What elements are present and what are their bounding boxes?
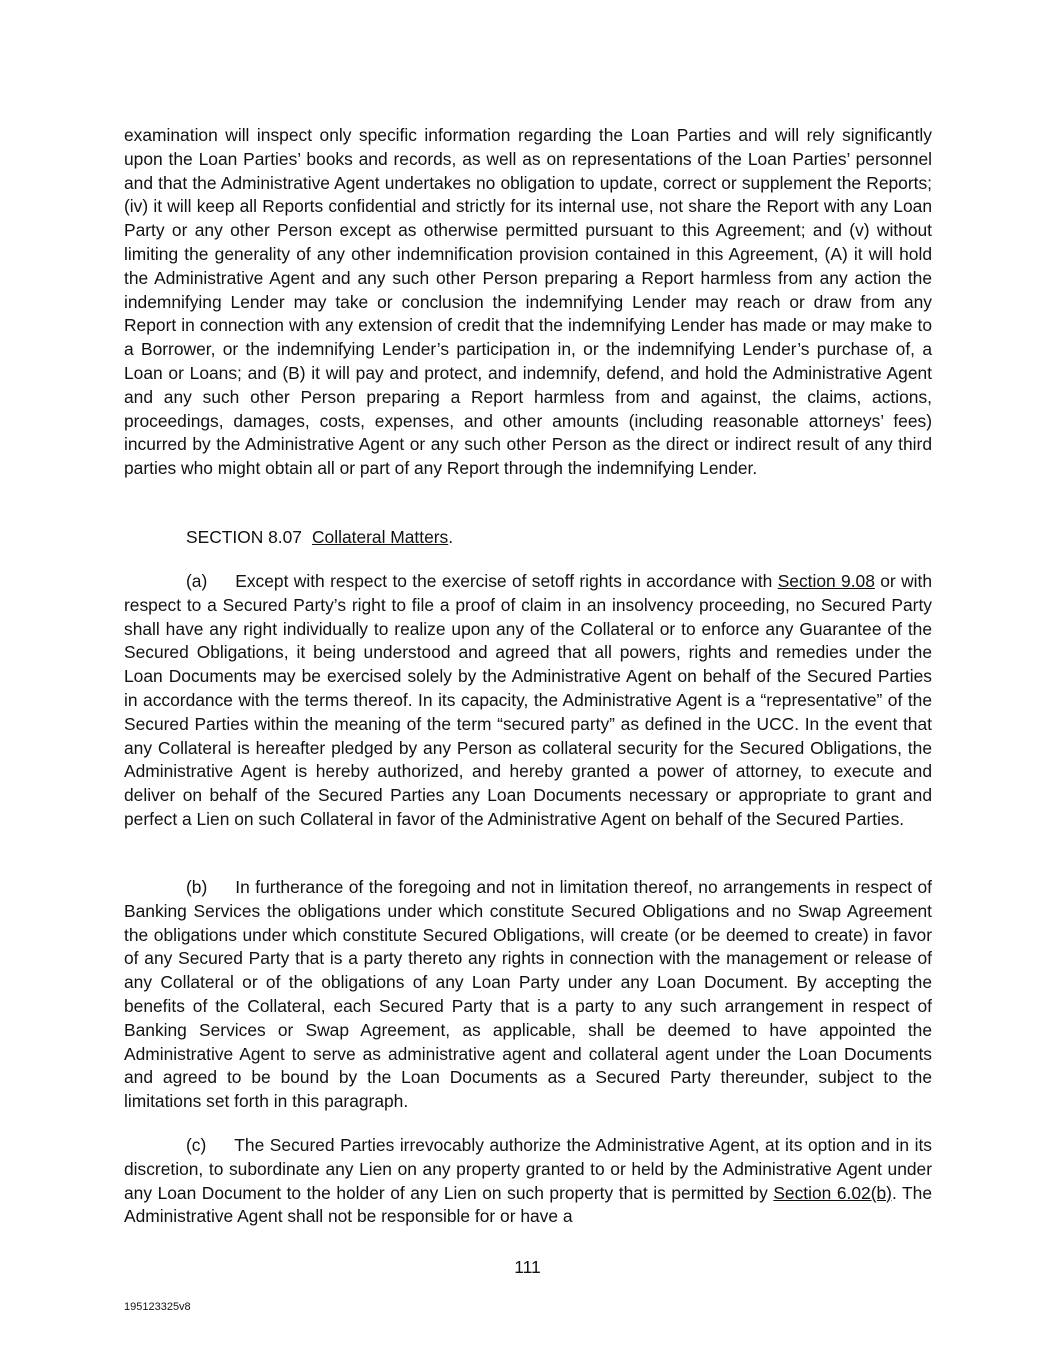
page-number: 111: [514, 1257, 541, 1277]
section-title: Collateral Matters: [311, 527, 449, 547]
paragraph-a-text-start: Except with respect to the exercise of setoff rights in accordance with: [235, 571, 778, 591]
section-9-08-reference: Section 9.08: [777, 571, 875, 591]
paragraph-a: [124, 570, 932, 832]
document-id: 195123325v8: [124, 1301, 191, 1313]
continuation-paragraph: examination will inspect only specific information regarding the Loan Parties and will rely significantly upon the Loan Parties’ books and records, as well as on representations of the Loan Parties’ personnel and that the Administrative Agent undertakes no obligation to update, correct or supplement the Reports; (iv) it will keep all Reports confidential and strictly for its internal use, not share the Report with any Loan Party or any other Person except as otherwise permitted pursuant to this Agreement; and (v) without limiting the generality of any other indemnification provision contained in this Agreement, (A) it will hold the Administrative Agent and any such other Person preparing a Report harmless from any action the indemnifying Lender may take or conclusion the indemnifying Lender may reach or draw from any Report in connection with any extension of credit that the indemnifying Lender has made or may make to a Borrower, or the indemnifying Lender’s participation in, or the indemnifying Lender’s purchase of, a Loan or Loans; and (B) it will pay and protect, and indemnify, defend, and hold the Administrative Agent and any such other Person preparing a Report harmless from and against, the claims, actions, proceedings, damages, costs, expenses, and other amounts (including reasonable attorneys’ fees) incurred by the Administrative Agent or any such other Person as the direct or indirect result of any third parties who might obtain all or part of any Report through the indemnifying Lender.: [124, 125, 932, 479]
paragraph-c: [124, 1134, 932, 1229]
paragraph-c-label: (c): [186, 1135, 207, 1155]
paragraph-b-label: (b): [186, 877, 208, 897]
paragraph-b-text: In furtherance of the foregoing and not in limitation thereof, no arrangements in respect of Banking Services the obligations under which constitute Secured Obligations and no Swap Agreement the obligations under which constitute Secured Obligations, will create (or be deemed to create) in favor of any Secured Party that is a party thereto any rights in connection with the management or release of any Collateral or of the obligations of any Loan Party under any Loan Document. By accepting the benefits of the Collateral, each Secured Party that is a party to any such arrangement in respect of Banking Services or Swap Agreement, as applicable, shall be deemed to have appointed the Administrative Agent to serve as administrative agent and collateral agent under the Loan Documents and agreed to be bound by the Loan Documents as a Secured Party thereunder, subject to the limitations set forth in this paragraph.: [124, 877, 932, 1112]
section-heading: [186, 526, 453, 550]
paragraph-a-label: (a): [186, 571, 208, 591]
section-title-period: .: [448, 527, 454, 547]
paragraph-c-text-start: The Secured Parties irrevocably authorize the Administrative Agent, at its option and in its discretion, to subordinate any Lien on any property granted to or held by the Administrative Agent under any Loan Document to the holder of any Lien on such property that is permitted by: [124, 1135, 932, 1203]
paragraph-b: [124, 876, 932, 1114]
section-number: SECTION 8.07: [186, 527, 302, 547]
paragraph-c-text-rest: . The Administrative Agent shall not be responsible for or have a: [124, 1182, 932, 1227]
paragraph-a-text-rest: or with respect to a Secured Party’s right to file a proof of claim in an insolvency proceeding, no Secured Party shall have any right individually to realize upon any of the Collateral or to enforce any Guarantee of the Secured Obligations, it being understood and agreed that all powers, rights and remedies under the Loan Documents may be exercised solely by the Administrative Agent on behalf of the Secured Parties in accordance with the terms thereof. In its capacity, the Administrative Agent is a “representative” of the Secured Parties within the meaning of the term “secured party” as defined in the UCC. In the event that any Collateral is hereafter pledged by any Person as collateral security for the Secured Obligations, the Administrative Agent is hereby authorized, and hereby granted a power of attorney, to execute and deliver on behalf of the Secured Parties any Loan Documents necessary or appropriate to grant and perfect a Lien on such Collateral in favor of the Administrative Agent on behalf of the Secured Parties.: [124, 571, 933, 829]
section-6-02-b-reference: Section 6.02(b): [773, 1182, 892, 1203]
